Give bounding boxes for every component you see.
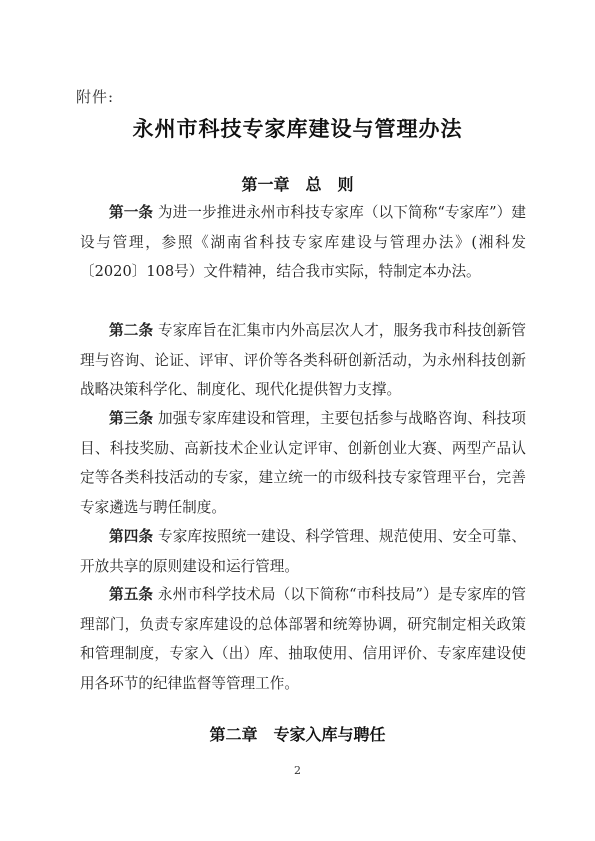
document-title: 永州市科技专家库建设与管理办法: [132, 116, 463, 141]
article-4-text: 专家库按照统一建设、科学管理、规范使用、安全可靠、开放共享的原则建设和运行管理。: [80, 528, 526, 575]
article-5-number: 第五条: [109, 586, 154, 603]
article-1-number: 第一条: [109, 204, 154, 221]
article-5-text: 永州市科学技术局（以下简称“市科技局”）是专家库的管理部门，负责专家库建设的总体部署和统筹协调，研究制定相关政策和管理制度，专家入（出）库、抽取使用、信用评价、专家库建设使用各环节的纪律监督等管理工作。: [80, 586, 526, 692]
article-2: [80, 316, 526, 405]
article-4-number: 第四条: [109, 528, 154, 545]
chapter-2-heading: 第二章 专家入库与聘任: [209, 725, 386, 744]
article-1-text: 为进一步推进永州市科技专家库（以下简称“专家库”）建设与管理，参照《湖南省科技专家库建设与管理办法》(湘科发〔2020〕108号）文件精神，结合我市实际，特制定本办法。: [80, 204, 526, 280]
article-3-number: 第三条: [109, 410, 154, 427]
attachment-label: 附件:: [76, 88, 115, 106]
page-number: 2: [294, 764, 301, 777]
article-3: [80, 404, 526, 522]
article-4: [80, 522, 526, 581]
chapter-1-heading: 第一章 总 则: [241, 175, 354, 194]
article-2-text: 专家库旨在汇集市内外高层次人才，服务我市科技创新管理与咨询、论证、评审、评价等各类科研创新活动，为永州科技创新战略决策科学化、制度化、现代化提供智力支撑。: [80, 322, 526, 398]
article-3-text: 加强专家库建设和管理，主要包括参与战略咨询、科技项目、科技奖励、高新技术企业认定评审、创新创业大赛、两型产品认定等各类科技活动的专家，建立统一的市级科技专家管理平台，完善专家遴选与聘任制度。: [80, 410, 526, 516]
article-2-number: 第二条: [109, 322, 154, 339]
article-5: [80, 580, 526, 698]
article-1: [80, 198, 526, 287]
